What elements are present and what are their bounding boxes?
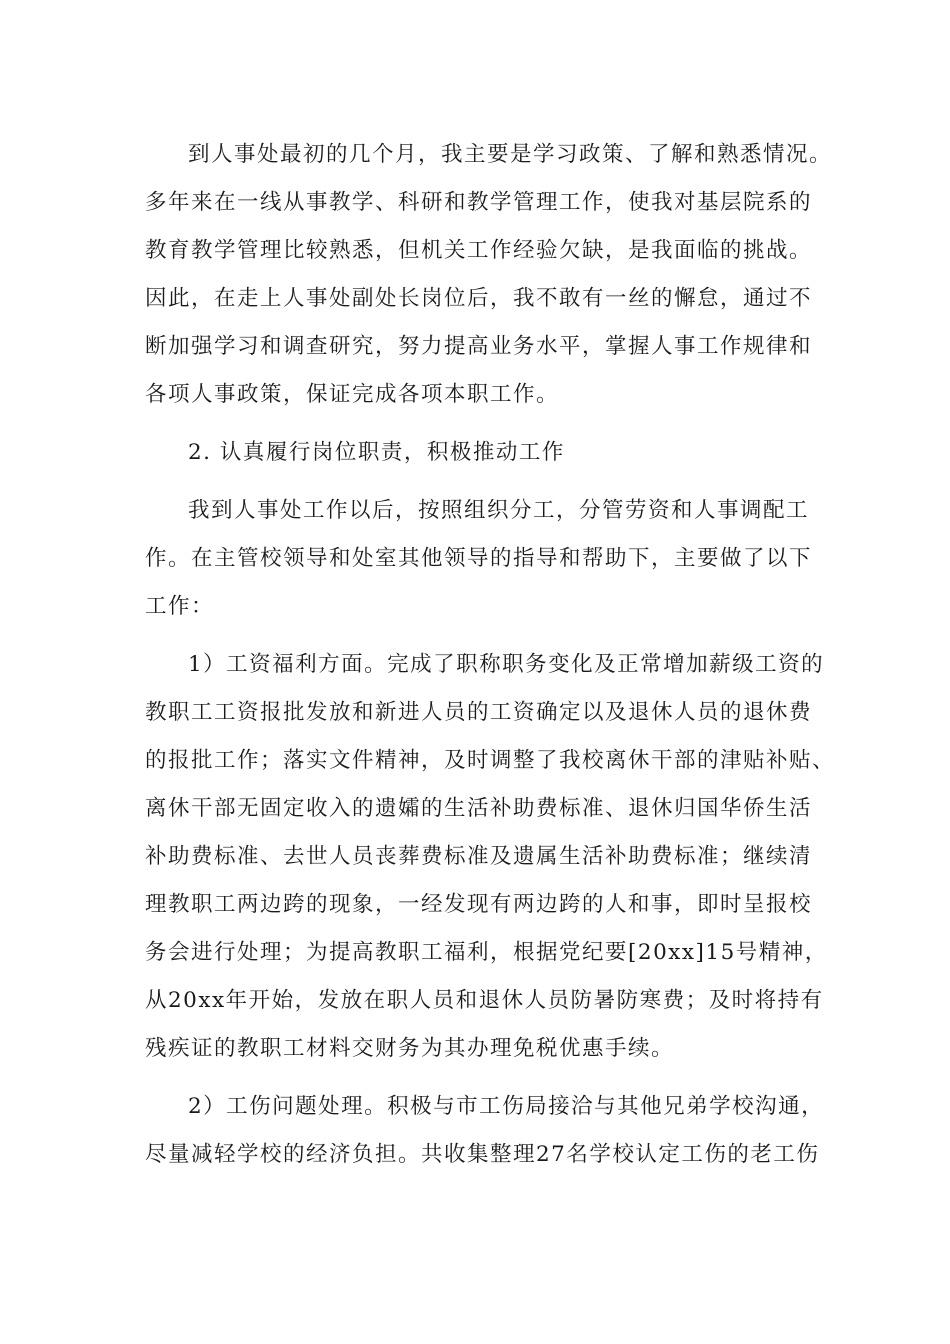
heading-line: 2. 认真履行岗位职责，积极推动工作 [188, 440, 565, 465]
paragraph-2 [145, 487, 813, 631]
text-line: 2）工伤问题处理。积极与市工伤局接洽与其他兄弟学校沟通， [188, 1094, 825, 1119]
text-line: 作。在主管校领导和处室其他领导的指导和帮助下，主要做了以下 [145, 546, 813, 571]
text-line: 断加强学习和调查研究，努力提高业务水平，掌握人事工作规律和 [145, 334, 813, 359]
text-line: 我到人事处工作以后，按照组织分工，分管劳资和人事调配工 [188, 498, 810, 523]
text-line: 残疾证的教职工材料交财务为其办理免税优惠手续。 [145, 1036, 675, 1061]
text-line: 教职工工资报批发放和新进人员的工资确定以及退休人员的退休费 [145, 700, 813, 725]
paragraph-3 [145, 641, 836, 1073]
text-line: 各项人事政策，保证完成各项本职工作。 [145, 382, 560, 407]
paragraph-4 [145, 1083, 825, 1179]
text-line: 因此，在走上人事处副处长岗位后，我不敢有一丝的懈怠，通过不 [145, 286, 813, 311]
section-heading [145, 429, 805, 477]
text-line: 1）工资福利方面。完成了职称职务变化及正常增加薪级工资的 [188, 652, 825, 677]
paragraph-1 [145, 131, 833, 419]
text-line: 补助费标准、去世人员丧葬费标准及遗属生活补助费标准；继续清 [145, 844, 813, 869]
text-line: 的报批工作；落实文件精神，及时调整了我校离休干部的津贴补贴、 [145, 748, 836, 773]
text-line: 离休干部无固定收入的遗孀的生活补助费标准、退休归国华侨生活 [145, 796, 813, 821]
text-line: 务会进行处理；为提高教职工福利，根据党纪要[20xx]15号精神， [145, 940, 828, 965]
text-line: 教育教学管理比较熟悉，但机关工作经验欠缺，是我面临的挑战。 [145, 238, 813, 263]
text-line: 工作： [145, 594, 215, 619]
text-line: 到人事处最初的几个月，我主要是学习政策、了解和熟悉情况。 [188, 142, 833, 167]
text-line: 理教职工两边跨的现象，一经发现有两边跨的人和事，即时呈报校 [145, 892, 813, 917]
text-line: 多年来在一线从事教学、科研和教学管理工作，使我对基层院系的 [145, 190, 813, 215]
document-body [145, 131, 836, 1189]
text-line: 尽量减轻学校的经济负担。共收集整理27名学校认定工伤的老工伤 [145, 1142, 820, 1167]
text-line: 从20xx年开始，发放在职人员和退休人员防暑防寒费；及时将持有 [145, 988, 824, 1013]
